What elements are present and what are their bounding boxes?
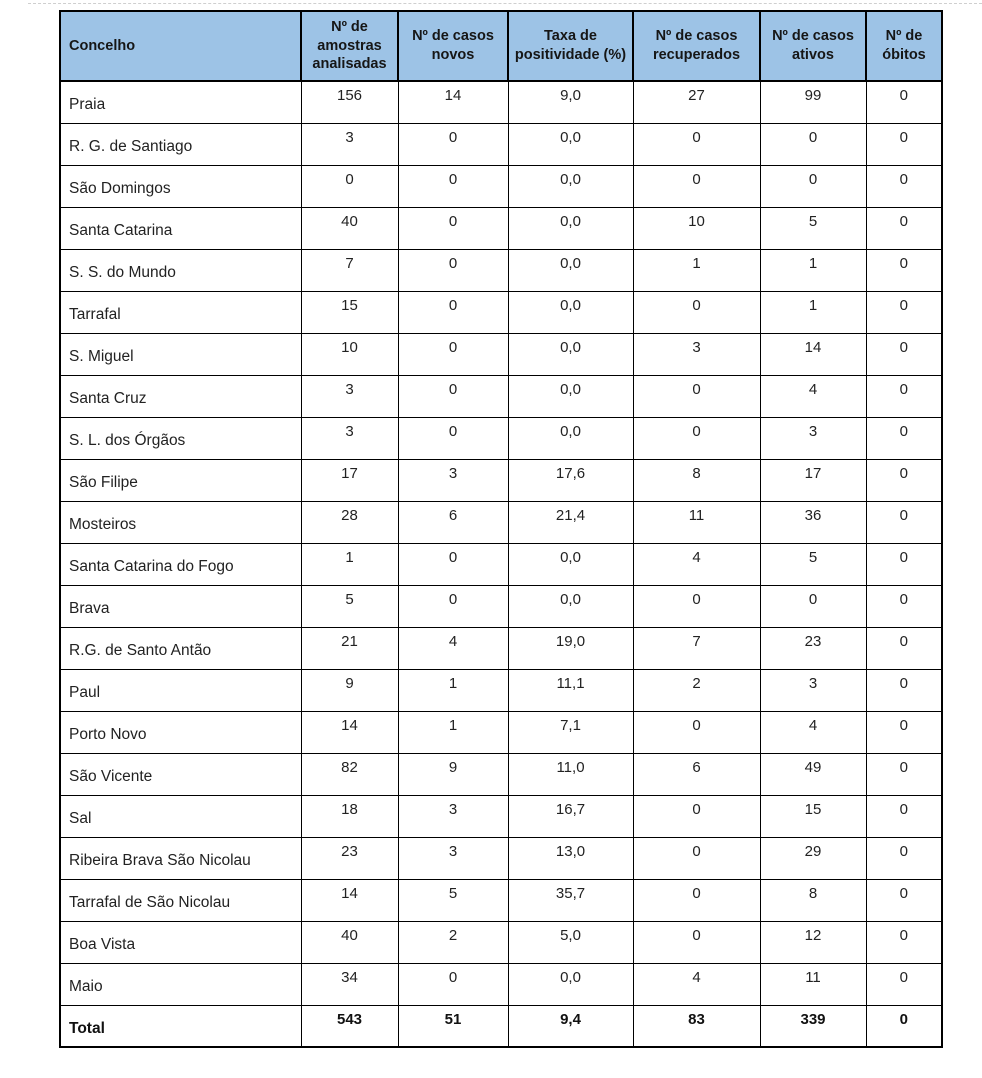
cell-recuperados: 7	[633, 627, 760, 669]
cell-amostras: 1	[301, 543, 398, 585]
cell-concelho: S. S. do Mundo	[60, 249, 301, 291]
cell-novos: 9	[398, 753, 508, 795]
cell-concelho: Santa Catarina do Fogo	[60, 543, 301, 585]
cell-taxa: 11,0	[508, 753, 633, 795]
cell-recuperados: 6	[633, 753, 760, 795]
cell-obitos: 0	[866, 375, 942, 417]
cell-taxa: 0,0	[508, 207, 633, 249]
table-row	[60, 711, 942, 753]
table-row	[60, 627, 942, 669]
cell-taxa: 0,0	[508, 963, 633, 1005]
cell-novos: 2	[398, 921, 508, 963]
cell-amostras: 23	[301, 837, 398, 879]
total-cell-novos: 51	[398, 1005, 508, 1047]
cell-novos: 5	[398, 879, 508, 921]
cell-concelho: Sal	[60, 795, 301, 837]
cell-obitos: 0	[866, 837, 942, 879]
cell-obitos: 0	[866, 123, 942, 165]
cell-amostras: 15	[301, 291, 398, 333]
cell-recuperados: 0	[633, 291, 760, 333]
table-row	[60, 921, 942, 963]
table-row	[60, 291, 942, 333]
cell-novos: 0	[398, 207, 508, 249]
cell-novos: 0	[398, 417, 508, 459]
cell-recuperados: 0	[633, 795, 760, 837]
cell-obitos: 0	[866, 333, 942, 375]
cell-obitos: 0	[866, 963, 942, 1005]
cell-taxa: 9,0	[508, 81, 633, 123]
cell-taxa: 21,4	[508, 501, 633, 543]
cell-taxa: 0,0	[508, 333, 633, 375]
cell-recuperados: 4	[633, 963, 760, 1005]
table-row	[60, 501, 942, 543]
table-row	[60, 207, 942, 249]
cell-ativos: 23	[760, 627, 866, 669]
cell-recuperados: 11	[633, 501, 760, 543]
cell-ativos: 14	[760, 333, 866, 375]
cell-recuperados: 0	[633, 879, 760, 921]
cell-concelho: Maio	[60, 963, 301, 1005]
cell-obitos: 0	[866, 207, 942, 249]
cell-concelho: R.G. de Santo Antão	[60, 627, 301, 669]
cell-amostras: 7	[301, 249, 398, 291]
cell-taxa: 17,6	[508, 459, 633, 501]
cell-amostras: 82	[301, 753, 398, 795]
cell-concelho: Ribeira Brava São Nicolau	[60, 837, 301, 879]
cell-recuperados: 0	[633, 123, 760, 165]
total-cell-obitos: 0	[866, 1005, 942, 1047]
cell-novos: 0	[398, 123, 508, 165]
cell-concelho: S. L. dos Órgãos	[60, 417, 301, 459]
cell-novos: 0	[398, 249, 508, 291]
cell-obitos: 0	[866, 879, 942, 921]
cell-concelho: São Vicente	[60, 753, 301, 795]
table-row	[60, 417, 942, 459]
cell-amostras: 14	[301, 711, 398, 753]
cell-ativos: 11	[760, 963, 866, 1005]
cell-obitos: 0	[866, 249, 942, 291]
cell-amostras: 21	[301, 627, 398, 669]
cell-amostras: 18	[301, 795, 398, 837]
cell-ativos: 99	[760, 81, 866, 123]
column-header-novos: Nº de casos novos	[398, 11, 508, 81]
cell-ativos: 12	[760, 921, 866, 963]
cell-taxa: 16,7	[508, 795, 633, 837]
cell-ativos: 1	[760, 249, 866, 291]
covid-municipality-table	[59, 10, 943, 1048]
cell-taxa: 0,0	[508, 291, 633, 333]
cell-novos: 0	[398, 165, 508, 207]
cell-novos: 0	[398, 375, 508, 417]
cell-taxa: 0,0	[508, 375, 633, 417]
cell-amostras: 14	[301, 879, 398, 921]
table-header-row	[60, 11, 942, 81]
column-header-amostras: Nº de amostras analisadas	[301, 11, 398, 81]
cell-obitos: 0	[866, 543, 942, 585]
table-row	[60, 753, 942, 795]
table-row	[60, 879, 942, 921]
cell-amostras: 156	[301, 81, 398, 123]
cell-amostras: 28	[301, 501, 398, 543]
total-cell-taxa: 9,4	[508, 1005, 633, 1047]
cell-ativos: 36	[760, 501, 866, 543]
cell-obitos: 0	[866, 81, 942, 123]
cell-amostras: 3	[301, 375, 398, 417]
table-row	[60, 963, 942, 1005]
cell-ativos: 5	[760, 543, 866, 585]
cell-ativos: 0	[760, 585, 866, 627]
cell-concelho: Porto Novo	[60, 711, 301, 753]
cell-taxa: 0,0	[508, 543, 633, 585]
cell-ativos: 4	[760, 711, 866, 753]
cell-concelho: Tarrafal	[60, 291, 301, 333]
cell-recuperados: 1	[633, 249, 760, 291]
cell-amostras: 3	[301, 123, 398, 165]
cell-concelho: São Domingos	[60, 165, 301, 207]
cell-novos: 0	[398, 333, 508, 375]
cell-obitos: 0	[866, 417, 942, 459]
cell-concelho: Santa Catarina	[60, 207, 301, 249]
total-cell-ativos: 339	[760, 1005, 866, 1047]
cell-taxa: 11,1	[508, 669, 633, 711]
cell-novos: 14	[398, 81, 508, 123]
cell-concelho: Paul	[60, 669, 301, 711]
table-row	[60, 81, 942, 123]
table-row	[60, 165, 942, 207]
cell-recuperados: 4	[633, 543, 760, 585]
cell-amostras: 40	[301, 921, 398, 963]
cell-concelho: Praia	[60, 81, 301, 123]
cell-novos: 0	[398, 543, 508, 585]
cell-obitos: 0	[866, 585, 942, 627]
table-row	[60, 669, 942, 711]
cell-taxa: 0,0	[508, 585, 633, 627]
cell-concelho: R. G. de Santiago	[60, 123, 301, 165]
cell-recuperados: 0	[633, 921, 760, 963]
cell-obitos: 0	[866, 627, 942, 669]
cell-novos: 4	[398, 627, 508, 669]
cell-obitos: 0	[866, 795, 942, 837]
cell-amostras: 40	[301, 207, 398, 249]
total-cell-concelho: Total	[60, 1005, 301, 1047]
table-row	[60, 543, 942, 585]
cell-concelho: Tarrafal de São Nicolau	[60, 879, 301, 921]
total-cell-amostras: 543	[301, 1005, 398, 1047]
cell-novos: 3	[398, 795, 508, 837]
column-header-ativos: Nº de casos ativos	[760, 11, 866, 81]
cell-ativos: 29	[760, 837, 866, 879]
cell-obitos: 0	[866, 921, 942, 963]
cell-novos: 0	[398, 585, 508, 627]
cell-ativos: 3	[760, 669, 866, 711]
cell-recuperados: 27	[633, 81, 760, 123]
cell-taxa: 7,1	[508, 711, 633, 753]
cell-obitos: 0	[866, 669, 942, 711]
cell-concelho: Boa Vista	[60, 921, 301, 963]
cell-taxa: 13,0	[508, 837, 633, 879]
cell-obitos: 0	[866, 753, 942, 795]
cell-amostras: 0	[301, 165, 398, 207]
cell-ativos: 49	[760, 753, 866, 795]
table-row	[60, 123, 942, 165]
cell-recuperados: 10	[633, 207, 760, 249]
table-row	[60, 837, 942, 879]
cell-concelho: S. Miguel	[60, 333, 301, 375]
cell-recuperados: 2	[633, 669, 760, 711]
cell-novos: 3	[398, 459, 508, 501]
cell-taxa: 19,0	[508, 627, 633, 669]
cell-ativos: 4	[760, 375, 866, 417]
column-header-recuperados: Nº de casos recuperados	[633, 11, 760, 81]
cell-concelho: Santa Cruz	[60, 375, 301, 417]
cell-ativos: 0	[760, 165, 866, 207]
cell-amostras: 3	[301, 417, 398, 459]
cell-novos: 1	[398, 711, 508, 753]
cell-novos: 0	[398, 963, 508, 1005]
cell-obitos: 0	[866, 291, 942, 333]
cell-recuperados: 0	[633, 711, 760, 753]
cell-amostras: 17	[301, 459, 398, 501]
cell-novos: 3	[398, 837, 508, 879]
cell-obitos: 0	[866, 165, 942, 207]
cell-recuperados: 0	[633, 837, 760, 879]
cell-novos: 0	[398, 291, 508, 333]
cell-ativos: 3	[760, 417, 866, 459]
cell-amostras: 10	[301, 333, 398, 375]
table-row	[60, 249, 942, 291]
table-row	[60, 333, 942, 375]
cell-amostras: 9	[301, 669, 398, 711]
total-row	[60, 1005, 942, 1047]
table-row	[60, 795, 942, 837]
cell-concelho: São Filipe	[60, 459, 301, 501]
cell-recuperados: 3	[633, 333, 760, 375]
cell-obitos: 0	[866, 501, 942, 543]
cell-novos: 6	[398, 501, 508, 543]
cell-recuperados: 0	[633, 375, 760, 417]
cell-concelho: Mosteiros	[60, 501, 301, 543]
total-cell-recuperados: 83	[633, 1005, 760, 1047]
cell-ativos: 17	[760, 459, 866, 501]
cell-concelho: Brava	[60, 585, 301, 627]
table-row	[60, 375, 942, 417]
cell-taxa: 0,0	[508, 123, 633, 165]
cell-recuperados: 8	[633, 459, 760, 501]
cell-obitos: 0	[866, 459, 942, 501]
column-header-obitos: Nº de óbitos	[866, 11, 942, 81]
column-header-taxa: Taxa de positividade (%)	[508, 11, 633, 81]
cell-taxa: 0,0	[508, 249, 633, 291]
table-row	[60, 585, 942, 627]
cell-recuperados: 0	[633, 165, 760, 207]
cell-amostras: 34	[301, 963, 398, 1005]
cell-obitos: 0	[866, 711, 942, 753]
cell-ativos: 1	[760, 291, 866, 333]
cell-taxa: 35,7	[508, 879, 633, 921]
cell-taxa: 0,0	[508, 417, 633, 459]
column-header-concelho: Concelho	[60, 11, 301, 81]
cell-novos: 1	[398, 669, 508, 711]
cell-ativos: 5	[760, 207, 866, 249]
cell-recuperados: 0	[633, 585, 760, 627]
top-dotted-rule	[28, 3, 982, 4]
cell-ativos: 8	[760, 879, 866, 921]
cell-taxa: 0,0	[508, 165, 633, 207]
cell-recuperados: 0	[633, 417, 760, 459]
cell-amostras: 5	[301, 585, 398, 627]
cell-ativos: 0	[760, 123, 866, 165]
cell-ativos: 15	[760, 795, 866, 837]
cell-taxa: 5,0	[508, 921, 633, 963]
table-row	[60, 459, 942, 501]
